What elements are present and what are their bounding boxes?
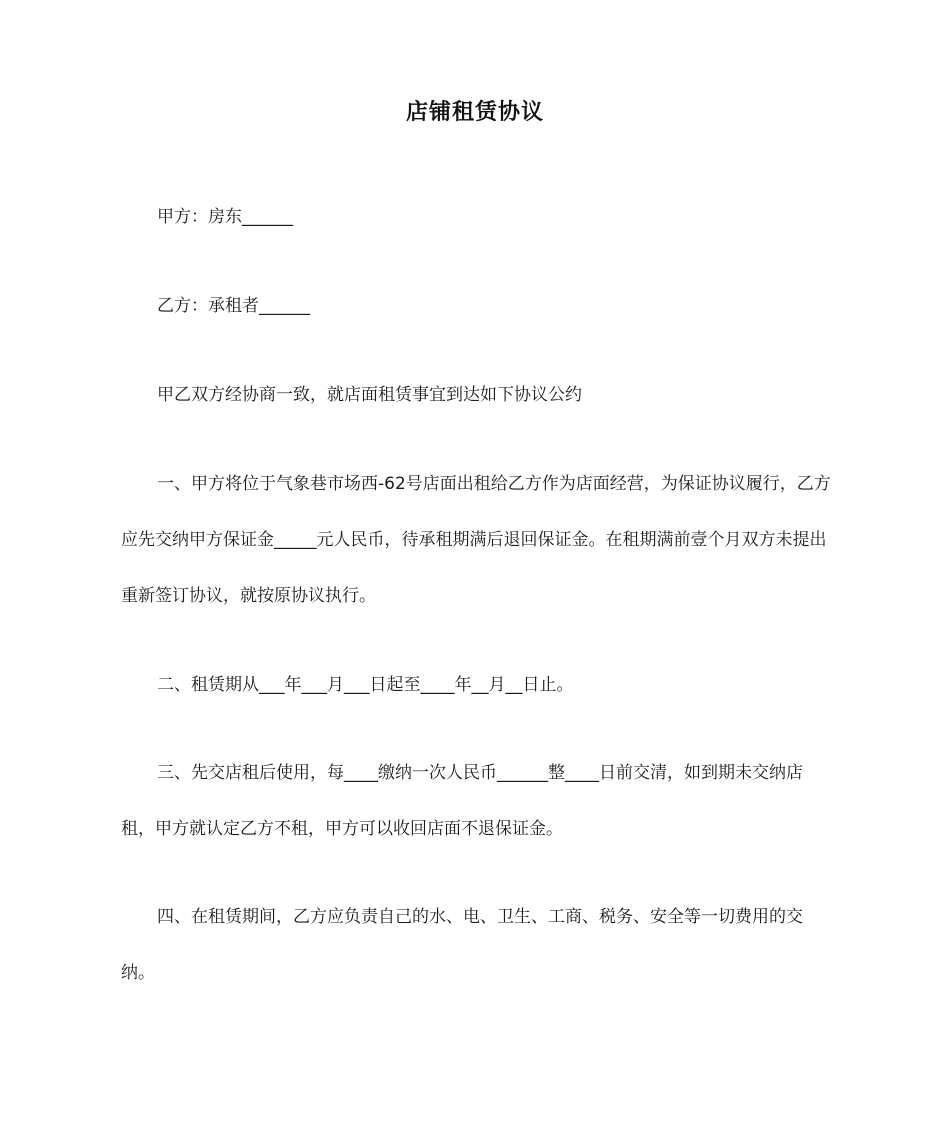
clause-3-paragraph: 三、先交店租后使用，每____缴纳一次人民币______整____日前交清，如到期未交纳店租，甲方就认定乙方不租，甲方可以收回店面不退保证金。	[121, 763, 803, 839]
clause-4-paragraph: 四、在租赁期间，乙方应负责自己的水、电、卫生、工商、税务、安全等一切费用的交纳。	[121, 907, 803, 983]
clause-2-paragraph: 二、租赁期从___年___月___日起至____年__月__日止。	[157, 675, 574, 695]
party-b-line: 乙方：承租者______	[157, 296, 310, 316]
document-title: 店铺租赁协议	[405, 100, 544, 125]
party-a-line: 甲方：房东______	[157, 207, 293, 227]
intro-paragraph: 甲乙双方经协商一致，就店面租赁事宜到达如下协议公约	[157, 385, 582, 405]
clause-1-paragraph: 一、甲方将位于气象巷市场西-62号店面出租给乙方作为店面经营，为保证协议履行，乙方应先交纳甲方保证金_____元人民币，待承租期满后退回保证金。在租期满前壹个月双方未提出重新签订协议，就按原协议执行。	[121, 474, 831, 606]
